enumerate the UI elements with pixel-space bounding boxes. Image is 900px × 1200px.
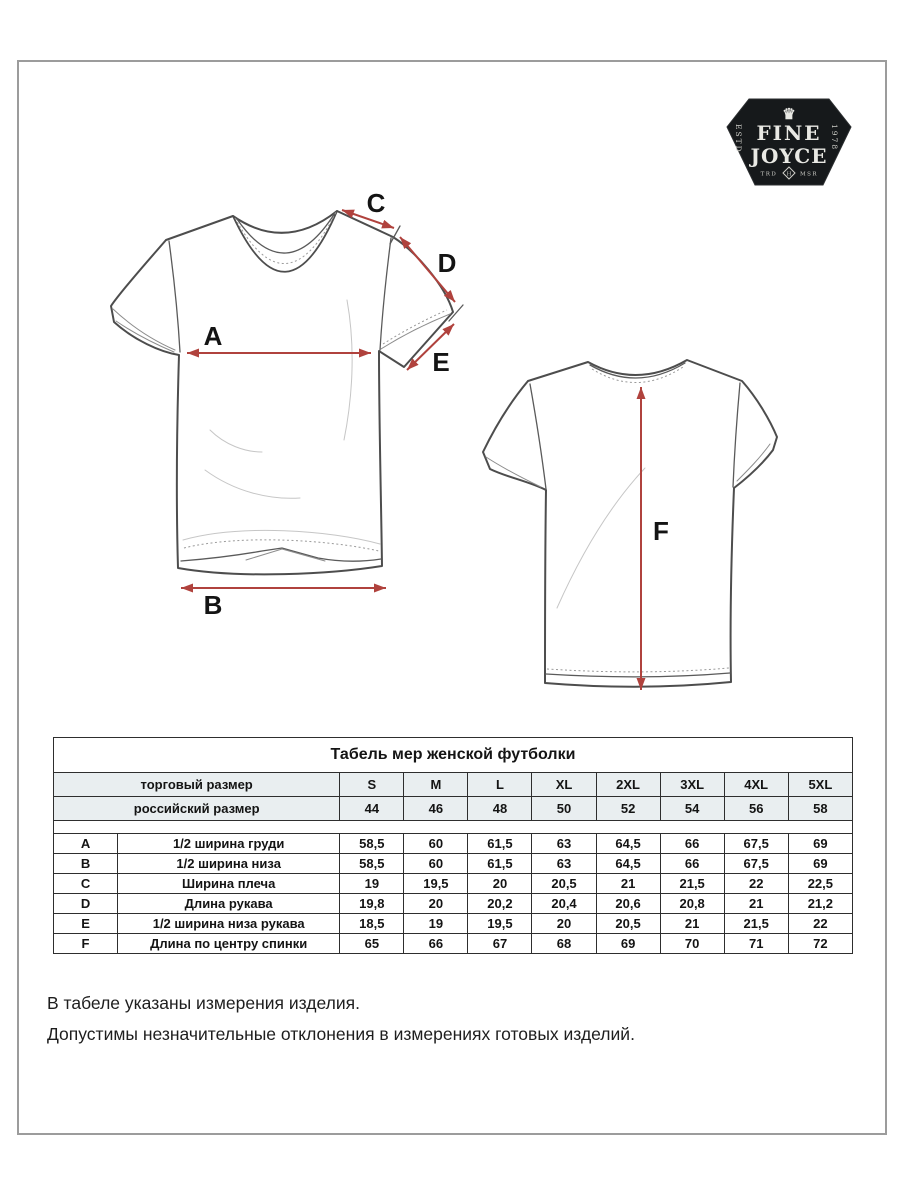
value-cell: 61,5	[468, 854, 532, 874]
value-cell: 20	[468, 874, 532, 894]
size-cell: 50	[532, 797, 596, 821]
value-cell: 21,5	[660, 874, 724, 894]
table-row	[54, 934, 853, 954]
size-cell: 44	[340, 797, 404, 821]
value-cell: 69	[788, 834, 852, 854]
size-cell: L	[468, 773, 532, 797]
size-table	[53, 737, 853, 954]
table-row	[54, 914, 853, 934]
table-row	[54, 834, 853, 854]
row-letter: B	[54, 854, 118, 874]
value-cell: 67	[468, 934, 532, 954]
value-cell: 20,2	[468, 894, 532, 914]
value-cell: 63	[532, 834, 596, 854]
value-cell: 61,5	[468, 834, 532, 854]
value-cell: 66	[660, 854, 724, 874]
table-title-row	[54, 738, 853, 773]
measure-label-e: E	[432, 347, 450, 377]
value-cell: 67,5	[724, 834, 788, 854]
logo-mark-center: H	[786, 171, 792, 178]
logo-estd: ESTD	[734, 124, 743, 154]
value-cell: 19,8	[340, 894, 404, 914]
value-cell: 64,5	[596, 834, 660, 854]
logo-mark-left: TRD	[760, 171, 778, 178]
row-letter: D	[54, 894, 118, 914]
trade-size-row	[54, 773, 853, 797]
logo-year: 1978	[830, 124, 839, 152]
size-cell: 2XL	[596, 773, 660, 797]
value-cell: 21,2	[788, 894, 852, 914]
size-cell: 3XL	[660, 773, 724, 797]
value-cell: 66	[660, 834, 724, 854]
measure-label-d: D	[437, 248, 457, 278]
row-measure-name: Длина по центру спинки	[118, 934, 340, 954]
value-cell: 22	[724, 874, 788, 894]
value-cell: 21	[660, 914, 724, 934]
value-cell: 67,5	[724, 854, 788, 874]
spacer-row	[54, 821, 853, 834]
value-cell: 19	[404, 914, 468, 934]
value-cell: 21	[724, 894, 788, 914]
value-cell: 72	[788, 934, 852, 954]
front-shirt-drawing	[111, 211, 463, 574]
spacer-cell	[54, 821, 853, 834]
row-measure-name: 1/2 ширина низа рукава	[118, 914, 340, 934]
back-shirt-drawing	[483, 360, 777, 687]
value-cell: 20,8	[660, 894, 724, 914]
value-cell: 21	[596, 874, 660, 894]
value-cell: 18,5	[340, 914, 404, 934]
note-line: В табеле указаны измерения изделия.	[47, 993, 360, 1013]
size-cell: M	[404, 773, 468, 797]
logo-name-top: FINE	[756, 121, 822, 145]
size-cell: XL	[532, 773, 596, 797]
size-cell: 48	[468, 797, 532, 821]
value-cell: 22	[788, 914, 852, 934]
table-title: Табель мер женской футболки	[54, 738, 853, 773]
row-letter: F	[54, 934, 118, 954]
size-cell: S	[340, 773, 404, 797]
value-cell: 63	[532, 854, 596, 874]
value-cell: 19	[340, 874, 404, 894]
row-letter: E	[54, 914, 118, 934]
note-line: Допустимы незначительные отклонения в измерениях готовых изделий.	[47, 1024, 635, 1044]
value-cell: 65	[340, 934, 404, 954]
value-cell: 58,5	[340, 854, 404, 874]
value-cell: 69	[788, 854, 852, 874]
table-row	[54, 894, 853, 914]
value-cell: 60	[404, 854, 468, 874]
crown-icon: ♛	[782, 105, 796, 123]
footer-notes	[47, 993, 635, 1055]
measure-label-c: C	[366, 188, 386, 218]
row-measure-name: Ширина плеча	[118, 874, 340, 894]
size-cell: 4XL	[724, 773, 788, 797]
value-cell: 20	[404, 894, 468, 914]
value-cell: 64,5	[596, 854, 660, 874]
row-measure-name: 1/2 ширина груди	[118, 834, 340, 854]
header-label: торговый размер	[54, 773, 340, 797]
value-cell: 19,5	[404, 874, 468, 894]
size-cell: 54	[660, 797, 724, 821]
row-measure-name: 1/2 ширина низа	[118, 854, 340, 874]
measure-label-b: B	[203, 590, 223, 620]
measure-label-a: A	[203, 321, 223, 351]
value-cell: 70	[660, 934, 724, 954]
value-cell: 66	[404, 934, 468, 954]
value-cell: 20,6	[596, 894, 660, 914]
table-row	[54, 854, 853, 874]
header-label: российский размер	[54, 797, 340, 821]
value-cell: 20,5	[596, 914, 660, 934]
value-cell: 22,5	[788, 874, 852, 894]
value-cell: 21,5	[724, 914, 788, 934]
value-cell: 20,5	[532, 874, 596, 894]
size-cell: 56	[724, 797, 788, 821]
size-cell: 52	[596, 797, 660, 821]
value-cell: 20	[532, 914, 596, 934]
value-cell: 58,5	[340, 834, 404, 854]
row-measure-name: Длина рукава	[118, 894, 340, 914]
value-cell: 19,5	[468, 914, 532, 934]
russian-size-row	[54, 797, 853, 821]
value-cell: 60	[404, 834, 468, 854]
value-cell: 71	[724, 934, 788, 954]
row-letter: A	[54, 834, 118, 854]
logo-mark-right: MSR	[799, 171, 819, 178]
size-cell: 58	[788, 797, 852, 821]
logo-name-bottom: JOYCE	[750, 144, 828, 168]
measure-label-f: F	[653, 516, 669, 546]
row-letter: C	[54, 874, 118, 894]
value-cell: 69	[596, 934, 660, 954]
value-cell: 20,4	[532, 894, 596, 914]
size-cell: 46	[404, 797, 468, 821]
size-cell: 5XL	[788, 773, 852, 797]
table-row	[54, 874, 853, 894]
value-cell: 68	[532, 934, 596, 954]
